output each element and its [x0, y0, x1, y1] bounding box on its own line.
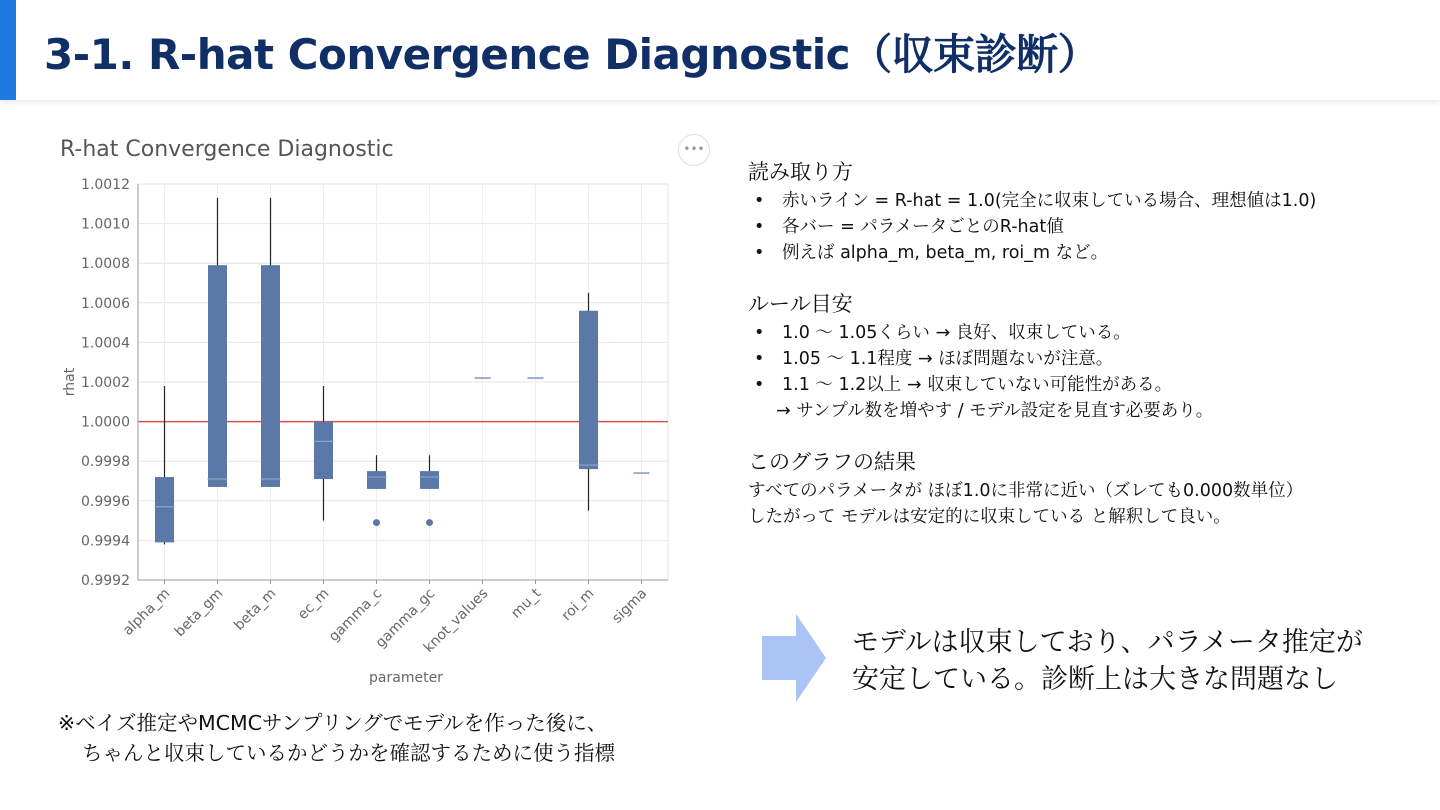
rules-item: • 1.05 〜 1.1程度 → ほぼ問題ないが注意。	[748, 346, 1428, 372]
box-roi_m	[579, 293, 599, 511]
y-tick-label: 1.0012	[81, 177, 130, 193]
rules-sub-note: → サンプル数を増やす / モデル設定を見直す必要あり。	[776, 401, 1214, 421]
conclusion-line: 安定している。診断上は大きな問題なし	[852, 664, 1338, 695]
x-tick-label: gamma_gc	[372, 585, 439, 652]
footnote-line: ちゃんと収束しているかどうかを確認するために使う指標	[82, 741, 615, 765]
y-tick-label: 0.9994	[81, 533, 130, 550]
chart-title: R-hat Convergence Diagnostic	[60, 137, 394, 162]
title-bar	[0, 0, 1440, 100]
box-beta_m	[261, 198, 281, 487]
box-body	[314, 422, 333, 479]
box-alpha_m	[155, 386, 175, 544]
reading-list	[748, 188, 1428, 266]
y-tick-label: 1.0004	[81, 335, 130, 352]
reading-heading: 読み取り方	[748, 160, 853, 184]
footnote-line: ※ベイズ推定やMCMCサンプリングでモデルを作った後に、	[58, 711, 608, 735]
x-tick-label: sigma	[609, 585, 651, 627]
rhat-boxplot-chart	[40, 120, 720, 700]
y-tick-label: 0.9992	[81, 573, 130, 589]
result-heading: このグラフの結果	[748, 450, 916, 474]
rules-item: • 1.0 〜 1.05くらい → 良好、収束している。	[748, 320, 1428, 346]
box-body	[261, 265, 280, 487]
right-arrow-icon	[762, 614, 826, 702]
conclusion-box	[852, 624, 1363, 698]
x-axis-label: parameter	[369, 670, 443, 686]
chart-panel	[40, 120, 720, 700]
reading-item: • 例えば alpha_m, beta_m, roi_m など。	[748, 240, 1428, 266]
x-tick-label: knot_values	[420, 585, 492, 656]
outlier-point	[426, 519, 433, 526]
conclusion-line: モデルは収束しており、パラメータ推定が	[852, 627, 1363, 658]
box-body	[208, 265, 227, 487]
reading-section	[748, 158, 1428, 266]
rules-item: • 1.1 〜 1.2以上 → 収束していない可能性がある。	[748, 372, 1428, 398]
box-body	[367, 471, 386, 489]
y-tick-label: 1.0002	[81, 375, 130, 391]
box-body	[579, 311, 598, 469]
x-tick-label: roi_m	[558, 585, 598, 625]
result-line: したがって モデルは安定的に収束している と解釈して良い。	[748, 507, 1231, 527]
box-body	[420, 471, 439, 489]
x-tick-label: mu_t	[508, 585, 545, 622]
y-tick-label: 0.9996	[81, 493, 130, 510]
y-tick-label: 1.0010	[81, 216, 130, 233]
outlier-point	[373, 519, 380, 526]
x-tick-label: beta_m	[231, 585, 280, 634]
footnote	[58, 708, 615, 768]
result-section	[748, 448, 1428, 530]
rules-section	[748, 290, 1428, 424]
y-axis-label: rhat	[62, 367, 78, 397]
x-tick-label: ec_m	[294, 585, 333, 623]
x-tick-label: beta_gm	[171, 585, 227, 641]
box-beta_gm	[208, 198, 228, 487]
result-line: すべてのパラメータが ほぼ1.0に非常に近い（ズレても0.000数単位）	[748, 481, 1304, 501]
y-tick-label: 1.0008	[81, 256, 130, 273]
title-accent-bar	[0, 0, 16, 100]
reading-item: • 赤いライン = R-hat = 1.0(完全に収束している場合、理想値は1.0)	[748, 188, 1428, 214]
reading-item: • 各バー = パラメータごとのR-hat値	[748, 214, 1428, 240]
chart-menu-button[interactable]: •••	[678, 134, 710, 166]
x-tick-label: alpha_m	[119, 585, 174, 639]
page-title: 3-1. R-hat Convergence Diagnostic（収束診断）	[44, 30, 1100, 79]
rules-heading: ルール目安	[748, 292, 853, 316]
box-body	[155, 477, 174, 542]
y-tick-label: 1.0000	[81, 414, 130, 431]
explanation-panel	[748, 158, 1428, 554]
rules-list	[748, 320, 1428, 398]
y-tick-label: 1.0006	[81, 295, 130, 312]
y-tick-label: 0.9998	[81, 454, 130, 471]
x-tick-label: gamma_c	[325, 585, 386, 645]
